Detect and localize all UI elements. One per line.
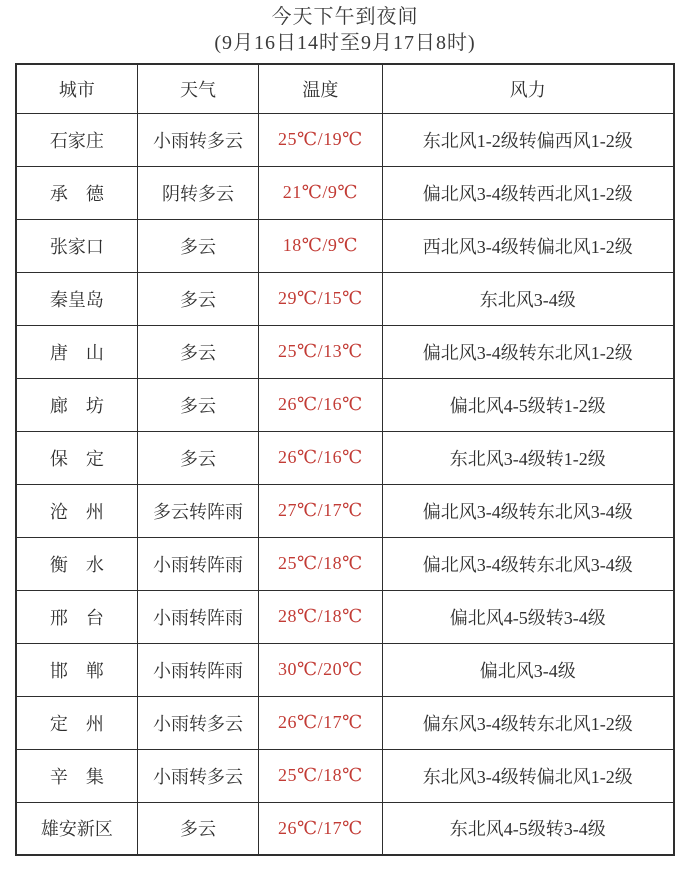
city-cell: 秦皇岛 [16, 272, 137, 325]
wind-cell: 东北风3-4级 [382, 272, 674, 325]
city-cell: 张家口 [16, 219, 137, 272]
table-row [16, 166, 674, 219]
weather-cell: 阴转多云 [137, 166, 258, 219]
table-row [16, 272, 674, 325]
table-row [16, 113, 674, 166]
weather-cell: 多云 [137, 378, 258, 431]
title-line-2: (9月16日14时至9月17日8时) [214, 32, 476, 54]
table-row [16, 219, 674, 272]
wind-cell: 东北风3-4级转偏北风1-2级 [382, 749, 674, 802]
city-cell: 沧 州 [16, 484, 137, 537]
wind-cell: 偏北风3-4级转西北风1-2级 [382, 166, 674, 219]
weather-cell: 多云 [137, 802, 258, 855]
city-cell: 邯 郸 [16, 643, 137, 696]
table-row [16, 537, 674, 590]
wind-cell: 偏北风3-4级转东北风3-4级 [382, 484, 674, 537]
weather-cell: 小雨转阵雨 [137, 590, 258, 643]
weather-cell: 小雨转阵雨 [137, 643, 258, 696]
temp-cell: 21℃/9℃ [259, 166, 382, 219]
header-weather: 天气 [137, 64, 258, 113]
temp-cell: 18℃/9℃ [259, 219, 382, 272]
table-row [16, 431, 674, 484]
table-row [16, 696, 674, 749]
temp-cell: 25℃/18℃ [259, 749, 382, 802]
city-cell: 定 州 [16, 696, 137, 749]
header-row [16, 64, 674, 113]
temp-cell: 27℃/17℃ [259, 484, 382, 537]
wind-cell: 东北风1-2级转偏西风1-2级 [382, 113, 674, 166]
page-title [0, 4, 690, 56]
temp-cell: 25℃/13℃ [259, 325, 382, 378]
wind-cell: 偏北风4-5级转3-4级 [382, 590, 674, 643]
city-cell: 雄安新区 [16, 802, 137, 855]
table-row [16, 643, 674, 696]
temp-cell: 26℃/16℃ [259, 431, 382, 484]
temp-cell: 26℃/17℃ [259, 802, 382, 855]
weather-forecast-table [15, 63, 675, 856]
table-row [16, 590, 674, 643]
city-cell: 承 德 [16, 166, 137, 219]
wind-cell: 西北风3-4级转偏北风1-2级 [382, 219, 674, 272]
table-row [16, 749, 674, 802]
header-temp: 温度 [259, 64, 382, 113]
weather-cell: 多云 [137, 325, 258, 378]
temp-cell: 28℃/18℃ [259, 590, 382, 643]
header-wind: 风力 [382, 64, 674, 113]
table-row [16, 484, 674, 537]
weather-cell: 多云 [137, 272, 258, 325]
table-body [16, 113, 674, 855]
wind-cell: 偏北风3-4级 [382, 643, 674, 696]
table-row [16, 325, 674, 378]
weather-cell: 小雨转多云 [137, 749, 258, 802]
temp-cell: 25℃/19℃ [259, 113, 382, 166]
header-city: 城市 [16, 64, 137, 113]
city-cell: 保 定 [16, 431, 137, 484]
weather-cell: 小雨转多云 [137, 113, 258, 166]
temp-cell: 26℃/17℃ [259, 696, 382, 749]
city-cell: 唐 山 [16, 325, 137, 378]
weather-cell: 小雨转阵雨 [137, 537, 258, 590]
title-line-1: 今天下午到夜间 [271, 6, 419, 28]
wind-cell: 东北风4-5级转3-4级 [382, 802, 674, 855]
temp-cell: 26℃/16℃ [259, 378, 382, 431]
temp-cell: 25℃/18℃ [259, 537, 382, 590]
weather-cell: 小雨转多云 [137, 696, 258, 749]
city-cell: 石家庄 [16, 113, 137, 166]
wind-cell: 偏东风3-4级转东北风1-2级 [382, 696, 674, 749]
weather-cell: 多云 [137, 219, 258, 272]
city-cell: 邢 台 [16, 590, 137, 643]
city-cell: 衡 水 [16, 537, 137, 590]
wind-cell: 偏北风4-5级转1-2级 [382, 378, 674, 431]
temp-cell: 29℃/15℃ [259, 272, 382, 325]
weather-cell: 多云转阵雨 [137, 484, 258, 537]
table-row [16, 802, 674, 855]
city-cell: 辛 集 [16, 749, 137, 802]
wind-cell: 偏北风3-4级转东北风1-2级 [382, 325, 674, 378]
temp-cell: 30℃/20℃ [259, 643, 382, 696]
wind-cell: 东北风3-4级转1-2级 [382, 431, 674, 484]
weather-cell: 多云 [137, 431, 258, 484]
table-row [16, 378, 674, 431]
city-cell: 廊 坊 [16, 378, 137, 431]
wind-cell: 偏北风3-4级转东北风3-4级 [382, 537, 674, 590]
